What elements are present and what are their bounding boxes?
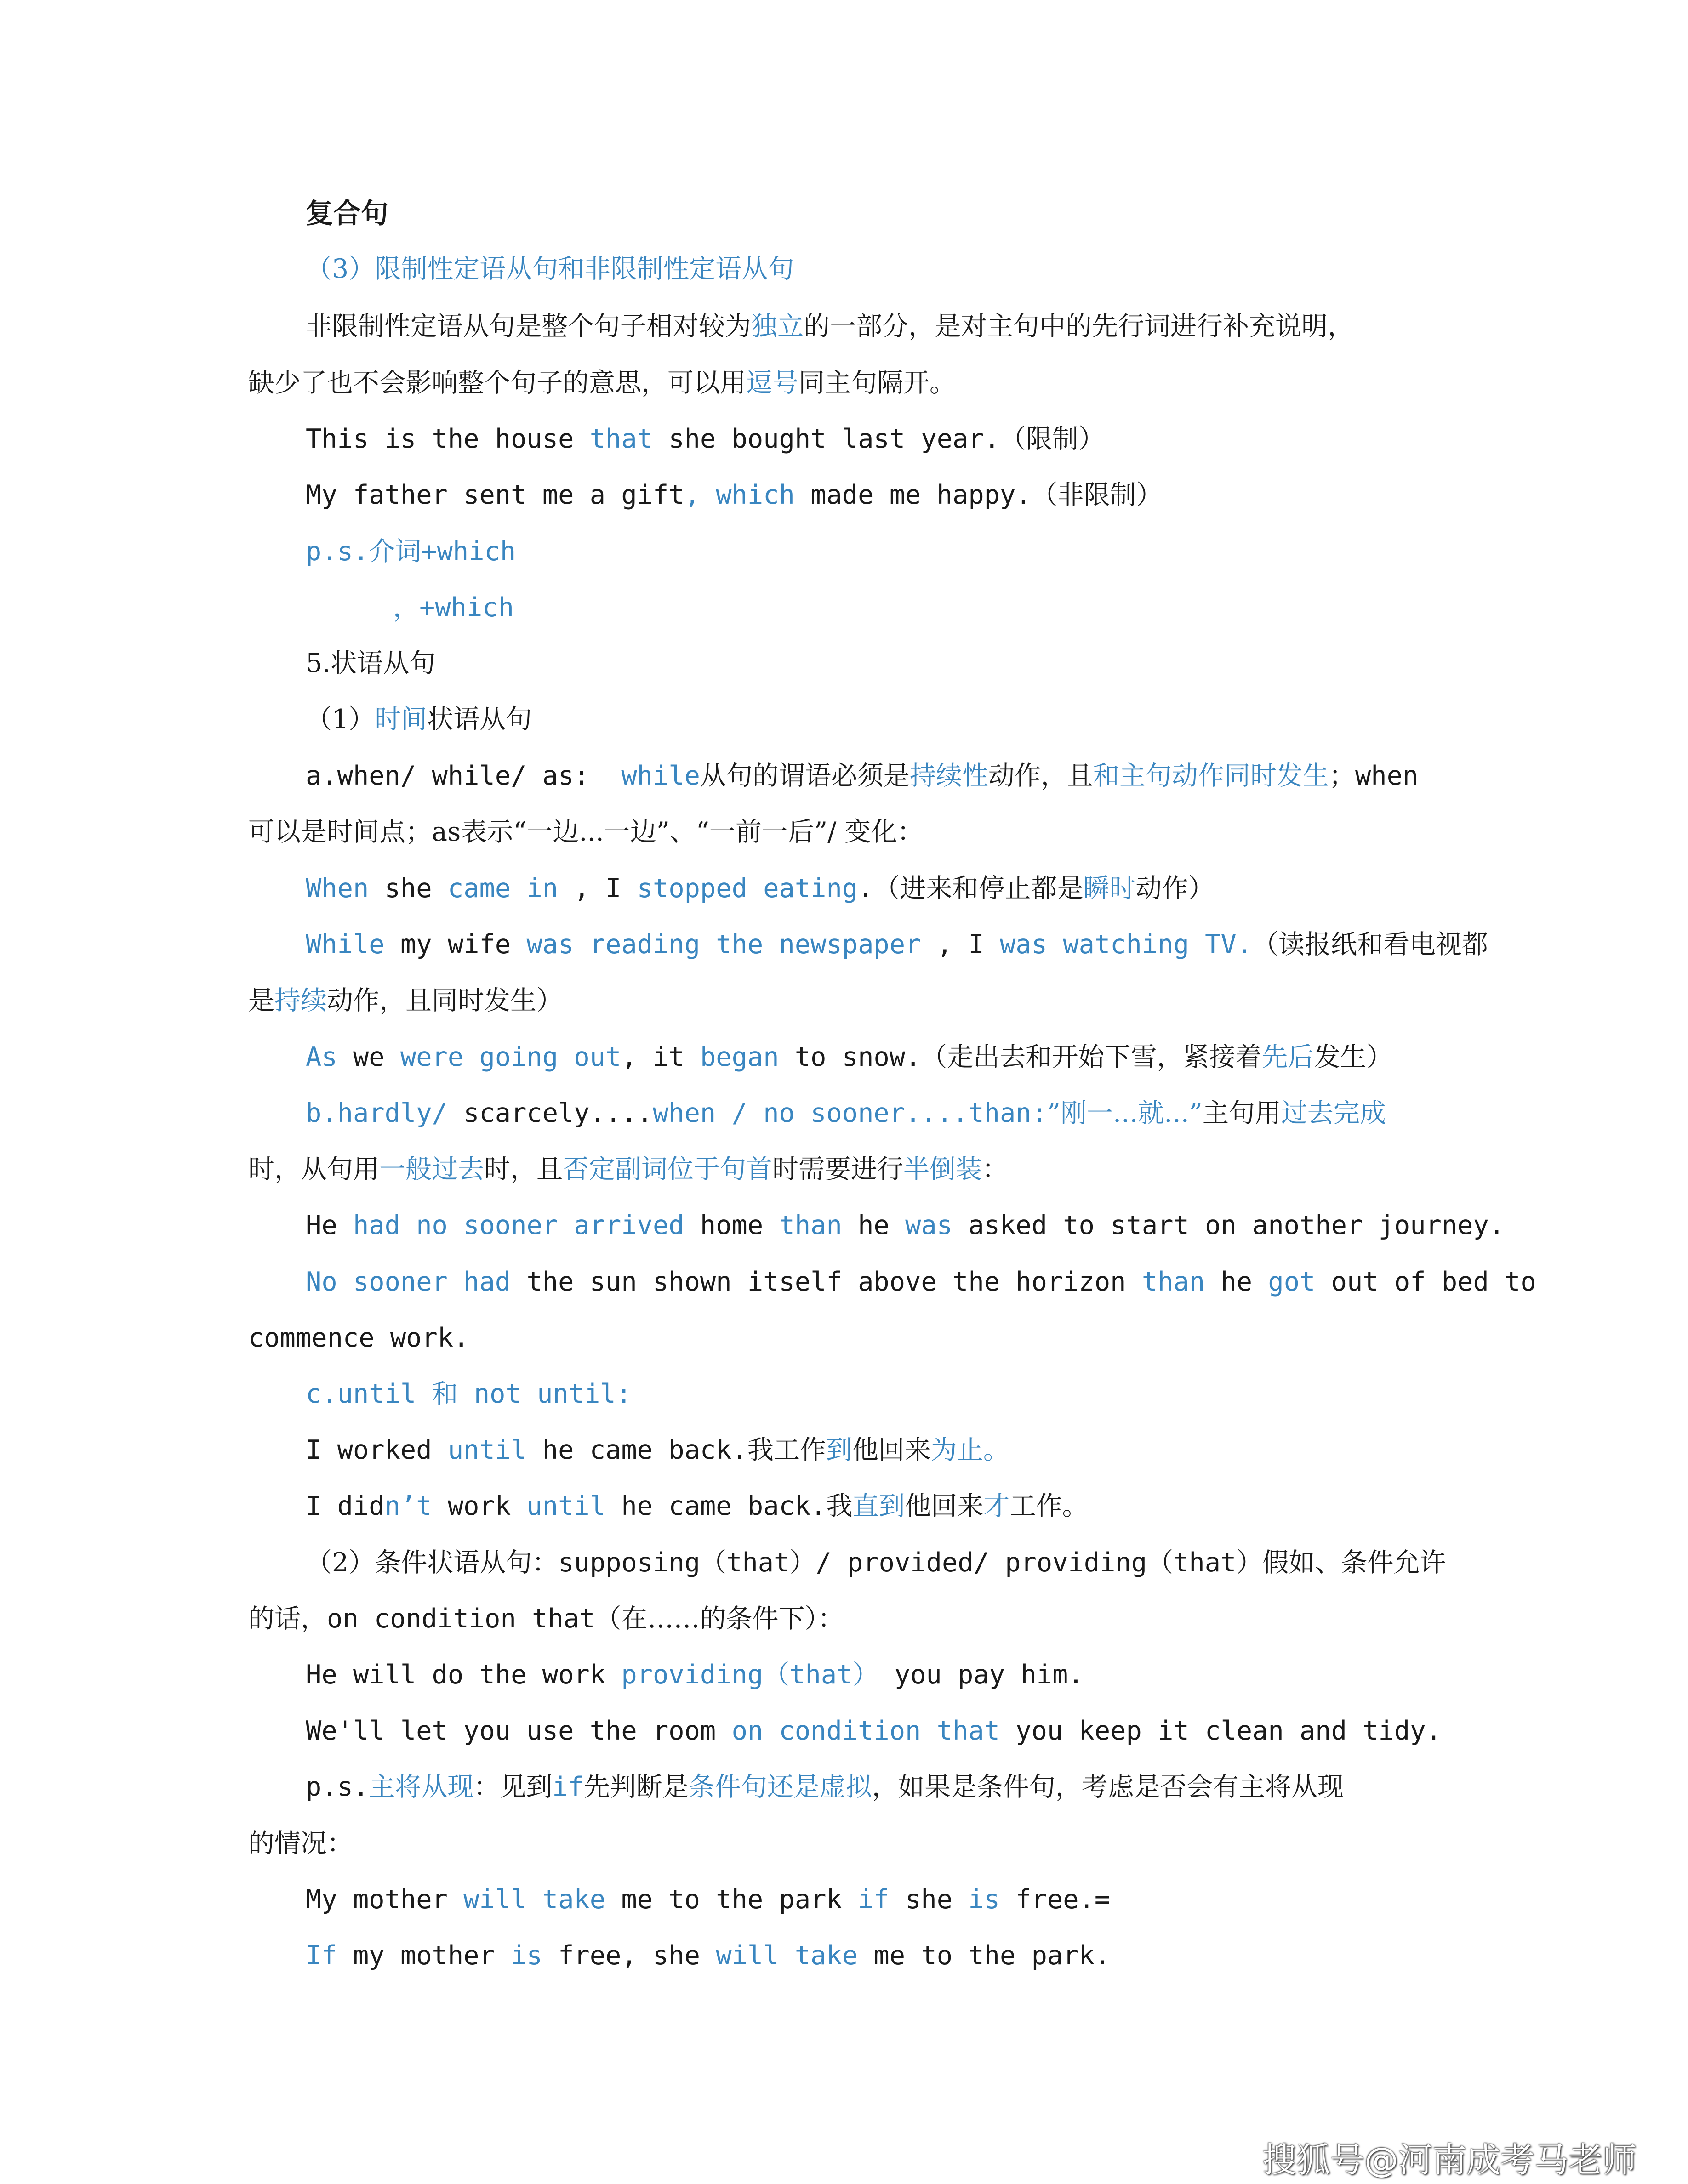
text-run: you keep it clean and tidy. bbox=[999, 1716, 1442, 1746]
text-run: 的一部分，是对主句中的先行词进行补充说明， bbox=[804, 311, 1354, 341]
section-5-heading: 5.状语从句 bbox=[306, 648, 436, 678]
text-run: supposing bbox=[558, 1547, 701, 1578]
text-run: will take bbox=[463, 1884, 606, 1915]
watermark: 搜狐号@河南成考马老师 bbox=[1262, 2140, 1637, 2180]
text-run: No sooner had bbox=[306, 1267, 511, 1297]
text-run: （1） bbox=[306, 704, 375, 734]
text-run: when / no sooner....than: bbox=[652, 1098, 1047, 1128]
text-run: p.s. bbox=[306, 1772, 369, 1802]
text-run: free, she bbox=[542, 1940, 716, 1971]
text-run: 过去完成 bbox=[1281, 1098, 1386, 1128]
example-sentence bbox=[306, 1879, 1110, 1920]
text-run: My father sent me a gift bbox=[306, 480, 684, 510]
text-run: b.hardly/ bbox=[306, 1098, 448, 1128]
text-run: 非限制性定语从句是整个句子相对较为 bbox=[306, 311, 751, 341]
text-run: on condition that bbox=[731, 1716, 1000, 1746]
example-sentence bbox=[306, 868, 1214, 909]
text-run: 同主句隔开。 bbox=[798, 368, 956, 398]
example-sentence bbox=[306, 1036, 1392, 1078]
text-run: 持续性 bbox=[909, 761, 988, 791]
text-run: ） bbox=[789, 1547, 816, 1578]
text-run: 时，从句用 bbox=[248, 1154, 379, 1184]
text-run: 否定副词位于句首 bbox=[563, 1154, 772, 1184]
text-run: commence work. bbox=[248, 1323, 469, 1353]
text-run: free.= bbox=[999, 1884, 1111, 1915]
example-sentence bbox=[306, 924, 1488, 965]
text-run: while bbox=[621, 761, 700, 791]
paragraph-line bbox=[248, 1149, 1008, 1190]
text-run: that bbox=[789, 1660, 853, 1690]
text-run: （ bbox=[1147, 1547, 1174, 1578]
text-run: This is the house bbox=[306, 424, 590, 454]
text-run: made me happy. bbox=[794, 480, 1032, 510]
text-run: 我 bbox=[826, 1491, 853, 1521]
ps-note bbox=[248, 1823, 353, 1864]
text-run: 工作。 bbox=[1009, 1491, 1089, 1521]
text-run: . bbox=[858, 873, 874, 904]
text-run: （2）条件状语从句： bbox=[306, 1547, 559, 1578]
text-run: ）假如、条件允许 bbox=[1236, 1547, 1446, 1578]
text-run: ”刚一...就...” bbox=[1047, 1098, 1203, 1128]
example-sentence bbox=[306, 1935, 1110, 1976]
text-run: When bbox=[306, 873, 369, 904]
text-run: 的情况： bbox=[248, 1828, 353, 1859]
text-run: the sun shown itself above the horizon bbox=[511, 1267, 1142, 1297]
text-run: she bought last year. bbox=[653, 424, 1000, 454]
text-run: n’t bbox=[384, 1491, 432, 1521]
text-run: me to the park. bbox=[858, 1940, 1111, 1971]
text-run: will take bbox=[716, 1940, 858, 1971]
text-run: 介词 bbox=[369, 536, 422, 567]
text-run: to snow. bbox=[779, 1042, 921, 1072]
text-run: 他回来 bbox=[905, 1491, 984, 1521]
section-3-heading: （3）限制性定语从句和非限制性定语从句 bbox=[306, 254, 794, 284]
text-run: （非限制） bbox=[1031, 480, 1163, 510]
text-run: 他回来 bbox=[852, 1435, 931, 1465]
text-run: ：见到 bbox=[473, 1772, 553, 1802]
text-run: 主将从现 bbox=[369, 1772, 474, 1802]
text-run: 时需要进行 bbox=[772, 1154, 903, 1184]
text-run: 从句的谓语必须是 bbox=[700, 761, 910, 791]
text-run: , I bbox=[558, 873, 637, 904]
text-run: were going out bbox=[400, 1042, 622, 1072]
text-run: is bbox=[968, 1884, 1000, 1915]
text-run: me to the park bbox=[605, 1884, 858, 1915]
example-sentence bbox=[306, 474, 1163, 516]
text-run: 发生） bbox=[1314, 1042, 1393, 1072]
text-run: 逗号 bbox=[746, 368, 798, 398]
text-run: was bbox=[905, 1210, 953, 1240]
text-run: , I bbox=[921, 929, 1000, 960]
text-run: , it bbox=[621, 1042, 700, 1072]
text-run: if bbox=[552, 1772, 584, 1802]
text-run: 持续 bbox=[274, 985, 327, 1016]
subsection-heading bbox=[306, 1542, 1446, 1583]
text-run: 动作，且同时发生） bbox=[327, 985, 563, 1016]
text-run: （ bbox=[763, 1660, 790, 1690]
text-run: （读报纸和看电视都 bbox=[1252, 929, 1488, 960]
text-run: came in bbox=[447, 873, 559, 904]
text-run: 瞬时 bbox=[1083, 873, 1136, 904]
text-run: 我工作 bbox=[747, 1435, 826, 1465]
example-sentence bbox=[248, 1317, 469, 1359]
text-run: He will do the work bbox=[306, 1660, 622, 1690]
text-run: 独立 bbox=[751, 311, 804, 341]
text-run: that bbox=[589, 424, 653, 454]
example-sentence bbox=[248, 980, 563, 1021]
text-run: he came back. bbox=[526, 1435, 747, 1465]
example-sentence bbox=[306, 1261, 1536, 1302]
text-run: My mother bbox=[306, 1884, 464, 1915]
text-run: 一般过去 bbox=[379, 1154, 484, 1184]
text-run: （进来和停止都是 bbox=[873, 873, 1084, 904]
text-run: ： bbox=[982, 1154, 1008, 1184]
text-run: 状语从句 bbox=[427, 704, 532, 734]
text-run: While bbox=[306, 929, 385, 960]
paragraph-line bbox=[248, 1598, 844, 1639]
text-run: he bbox=[1205, 1267, 1268, 1297]
example-sentence bbox=[306, 1429, 1009, 1471]
example-sentence bbox=[306, 1205, 1505, 1246]
text-run: 为止。 bbox=[930, 1435, 1009, 1465]
text-run: 是 bbox=[248, 985, 274, 1016]
text-run: if bbox=[858, 1884, 890, 1915]
text-run: 动作） bbox=[1135, 873, 1215, 904]
text-run: stopped eating bbox=[637, 873, 858, 904]
subsection-heading bbox=[306, 699, 532, 740]
text-run: my wife bbox=[384, 929, 527, 960]
text-run: +which bbox=[421, 536, 516, 567]
paragraph-line bbox=[306, 1092, 1386, 1134]
text-run: ， bbox=[393, 592, 419, 623]
text-run: 动作，且 bbox=[988, 761, 1093, 791]
text-run: out of bed to bbox=[1315, 1267, 1536, 1297]
text-run: 主句用 bbox=[1202, 1098, 1281, 1128]
text-run: （在……的条件下）： bbox=[595, 1604, 844, 1634]
text-run: （限制） bbox=[999, 424, 1105, 454]
doc-title: 复合句 bbox=[306, 198, 388, 230]
example-sentence bbox=[306, 418, 1105, 460]
text-run: 直到 bbox=[852, 1491, 905, 1521]
text-run: ； bbox=[1329, 761, 1355, 791]
text-run: is bbox=[511, 1940, 542, 1971]
text-run: 条件句还是虚拟 bbox=[688, 1772, 872, 1802]
ps-note bbox=[306, 531, 516, 572]
text-run: he came back. bbox=[605, 1491, 827, 1521]
example-sentence bbox=[306, 1654, 1084, 1695]
text-run: a.when/ while/ as: bbox=[306, 761, 622, 791]
text-run: she bbox=[889, 1884, 969, 1915]
text-run: asked to start on another journey. bbox=[952, 1210, 1505, 1240]
text-run: that bbox=[726, 1547, 790, 1578]
text-run: you pay him. bbox=[878, 1660, 1084, 1690]
text-run: （走出去和开始下雪，紧接着 bbox=[921, 1042, 1262, 1072]
text-run: 半倒装 bbox=[903, 1154, 982, 1184]
ps-note bbox=[393, 587, 514, 628]
text-run: until bbox=[526, 1491, 606, 1521]
text-run: +which bbox=[419, 592, 514, 623]
text-run: ，如果是条件句，考虑是否会有主将从现 bbox=[872, 1772, 1344, 1802]
paragraph-line bbox=[248, 811, 923, 853]
text-run: she bbox=[369, 873, 448, 904]
text-run: he bbox=[842, 1210, 906, 1240]
text-run: on condition that bbox=[327, 1604, 595, 1634]
paragraph-line bbox=[248, 362, 956, 404]
text-run: began bbox=[700, 1042, 779, 1072]
text-run: 时，且 bbox=[484, 1154, 563, 1184]
text-run: than bbox=[1141, 1267, 1205, 1297]
text-run: my mother bbox=[337, 1940, 511, 1971]
text-run: had no sooner arrived bbox=[353, 1210, 684, 1240]
text-run: 时间 bbox=[375, 704, 428, 734]
text-run: He bbox=[306, 1210, 353, 1240]
text-run: got bbox=[1268, 1267, 1316, 1297]
text-run: p.s. bbox=[306, 536, 369, 567]
text-run: ） bbox=[852, 1660, 879, 1690]
text-run: 先后 bbox=[1261, 1042, 1314, 1072]
text-run: I did bbox=[306, 1491, 385, 1521]
text-run: As bbox=[306, 1042, 337, 1072]
text-run: 才 bbox=[983, 1491, 1010, 1521]
text-run: / provided/ providing bbox=[815, 1547, 1147, 1578]
example-sentence bbox=[306, 1485, 1088, 1527]
text-run: was reading the newspaper bbox=[526, 929, 921, 960]
text-run: than bbox=[779, 1210, 842, 1240]
text-run: 和主句动作同时发生 bbox=[1093, 761, 1329, 791]
text-run: we bbox=[337, 1042, 400, 1072]
text-run: scarcely.... bbox=[447, 1098, 653, 1128]
text-run: was watching TV. bbox=[999, 929, 1253, 960]
text-run: We'll let you use the room bbox=[306, 1716, 732, 1746]
text-run: I worked bbox=[306, 1435, 448, 1465]
text-run: If bbox=[306, 1940, 337, 1971]
example-sentence bbox=[306, 1710, 1442, 1752]
paragraph-line bbox=[306, 306, 1354, 347]
text-run: 可以是时间点；as表示“一边...一边”、“一前一后”/ 变化： bbox=[248, 817, 924, 847]
text-run: work bbox=[432, 1491, 527, 1521]
paragraph-line bbox=[306, 1373, 632, 1415]
text-run: that bbox=[1173, 1547, 1237, 1578]
text-run: （ bbox=[700, 1547, 727, 1578]
text-run: c.until 和 not until: bbox=[306, 1379, 632, 1409]
text-run: , which bbox=[684, 480, 795, 510]
text-run: 缺少了也不会影响整个句子的意思，可以用 bbox=[248, 368, 746, 398]
paragraph-line bbox=[306, 755, 1418, 796]
text-run: providing bbox=[621, 1660, 764, 1690]
text-run: 的话， bbox=[248, 1604, 327, 1634]
text-run: when bbox=[1355, 761, 1419, 791]
text-run: 到 bbox=[826, 1435, 852, 1465]
ps-note bbox=[306, 1766, 1344, 1808]
text-run: home bbox=[684, 1210, 779, 1240]
text-run: until bbox=[447, 1435, 527, 1465]
text-run: 先判断是 bbox=[583, 1772, 689, 1802]
